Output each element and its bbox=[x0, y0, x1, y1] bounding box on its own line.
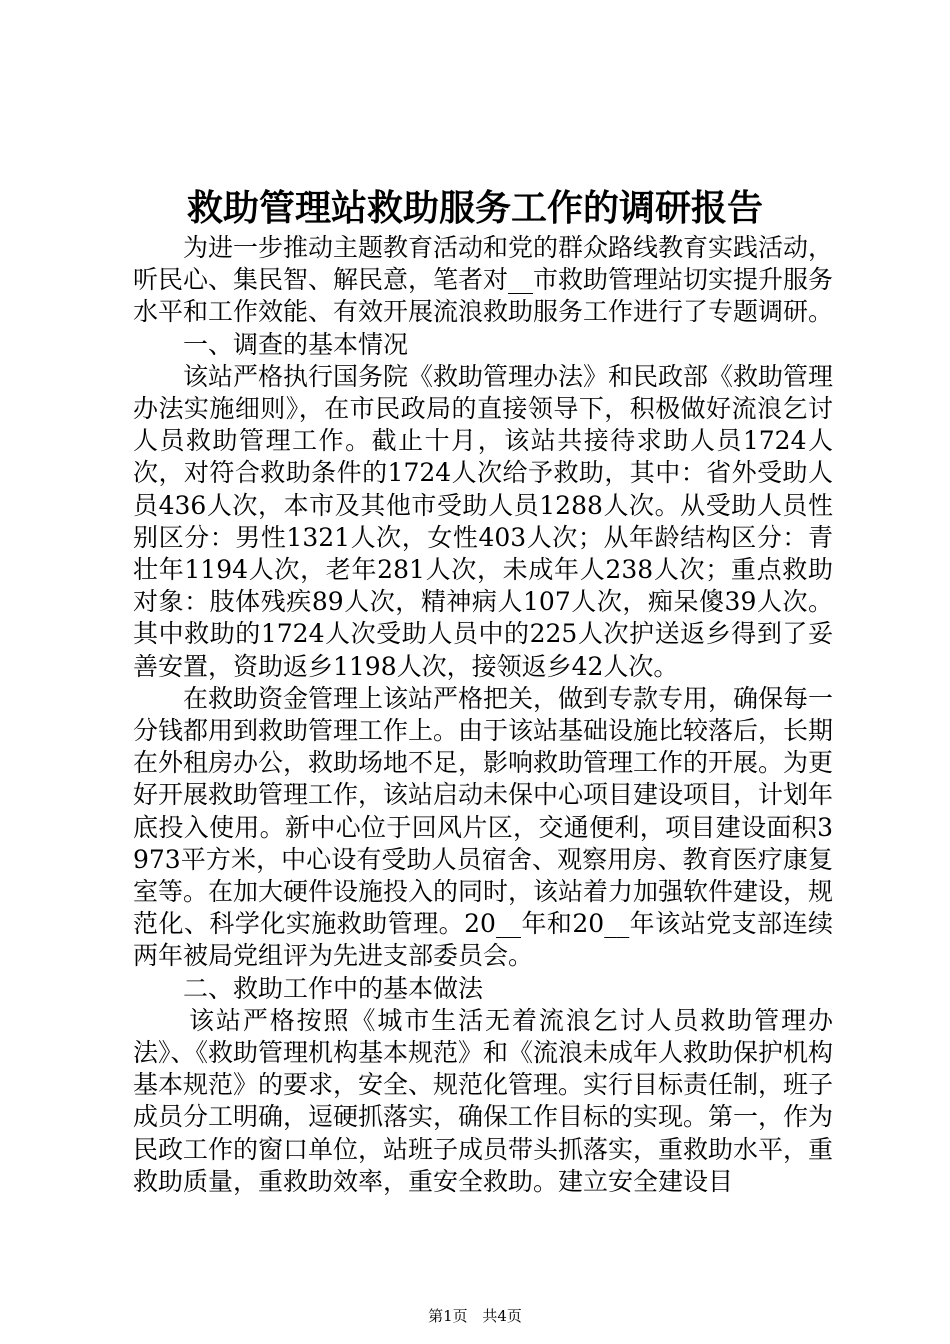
page-footer bbox=[0, 1306, 950, 1326]
paragraph-intro: 为进一步推动主题教育活动和党的群众路线教育实践活动，听民心、集民智、解民意，笔者对__市救助管理站切实提升服务水平和工作效能、有效开展流浪救助服务工作进行了专题调研。 bbox=[133, 233, 834, 327]
document-body bbox=[133, 232, 833, 1198]
paragraph-funds-management: 在救助资金管理上该站严格把关，做到专款专用，确保每一分钱都用到救助管理工作上。由于该站基础设施比较落后，长期在外租房办公，救助场地不足，影响救助管理工作的开展。为更好开展救助管理工作，该站启动未保中心项目建设项目，计划年底投入使用。新中心位于回风片区，交通便利，项目建设面积3973平方米，中心设有受助人员宿舍、观察用房、教育医疗康复室等。在加大硬件设施投入的同时，该站着力加强软件建设，规范化、科学化实施救助管理。20__年和20__年该站党支部连续两年被局党组评为先进支部委员会。 bbox=[133, 683, 834, 971]
page-number: 第1页 bbox=[428, 1307, 468, 1325]
paragraph-statistics: 该站严格执行国务院《救助管理办法》和民政部《救助管理办法实施细则》，在市民政局的直接领导下，积极做好流浪乞讨人员救助管理工作。截止十月，该站共接待求助人员1724人次，对符合救助条件的1724人次给予救助，其中：省外受助人员436人次，本市及其他市受助人员1288人次。从受助人员性别区分：男性1321人次，女性403人次；从年龄结构区分：青壮年1194人次，老年281人次，未成年人238人次；重点救助对象：肢体残疾89人次，精神病人107人次，痴呆傻39人次。其中救助的1724人次受助人员中的225人次护送返乡得到了妥善安置，资助返乡1198人次，接领返乡42人次。 bbox=[133, 361, 834, 681]
page-total: 共4页 bbox=[482, 1307, 522, 1325]
section-heading-basic-practices: 二、救助工作中的基本做法 bbox=[183, 973, 484, 1003]
section-heading-basic-situation: 一、调查的基本情况 bbox=[183, 329, 409, 359]
document-title: 救助管理站救助服务工作的调研报告 bbox=[186, 187, 763, 229]
paragraph-practices: 该站严格按照《城市生活无着流浪乞讨人员救助管理办法》、《救助管理机构基本规范》和《流浪未成年人救助保护机构基本规范》的要求，安全、规范化管理。实行目标责任制，班子成员分工明确，逗硬抓落实，确保工作目标的实现。第一，作为民政工作的窗口单位，站班子成员带头抓落实，重救助水平，重救助质量，重救助效率，重安全救助。建立安全建设目 bbox=[133, 1005, 834, 1196]
